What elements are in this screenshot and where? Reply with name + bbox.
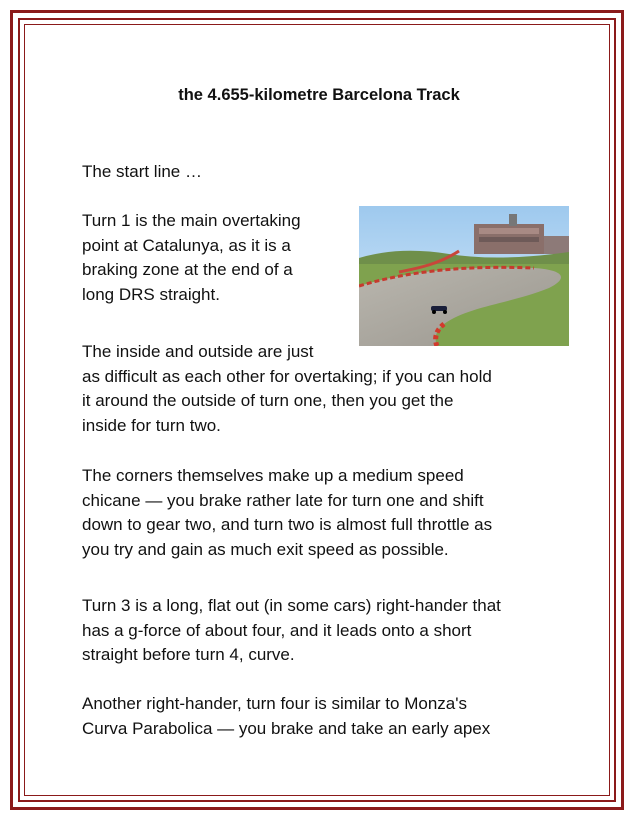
- paragraph-start-line: The start line …: [82, 162, 202, 181]
- text-line: Curva Parabolica — you brake and take an early apex: [82, 719, 491, 738]
- text-line: has a g-force of about four, and it leads onto a short: [82, 621, 472, 640]
- text-line: Another right-hander, turn four is similar to Monza's: [82, 694, 467, 713]
- text-line: down to gear two, and turn two is almost full throttle as: [82, 515, 493, 534]
- text-line: point at Catalunya, as it is a: [82, 236, 291, 255]
- text-line: Turn 3 is a long, flat out (in some cars) right-hander that: [82, 596, 501, 615]
- document-title: the 4.655-kilometre Barcelona Track: [178, 86, 460, 104]
- text-line: you try and gain as much exit speed as possible.: [82, 540, 449, 559]
- text-line: long DRS straight.: [82, 285, 220, 304]
- text-line: Turn 1 is the main overtaking: [82, 211, 301, 230]
- text-line: chicane — you brake rather late for turn one and shift: [82, 491, 484, 510]
- text-line: The corners themselves make up a medium speed: [82, 466, 464, 485]
- track-photo: [359, 206, 569, 346]
- text-line: braking zone at the end of a: [82, 260, 293, 279]
- text-line: The inside and outside are just: [82, 342, 314, 361]
- text-line: inside for turn two.: [82, 416, 221, 435]
- text-line: as difficult as each other for overtaking; if you can hold: [82, 367, 492, 386]
- text-line: it around the outside of turn one, then you get the: [82, 391, 454, 410]
- text-line: straight before turn 4, curve.: [82, 645, 295, 664]
